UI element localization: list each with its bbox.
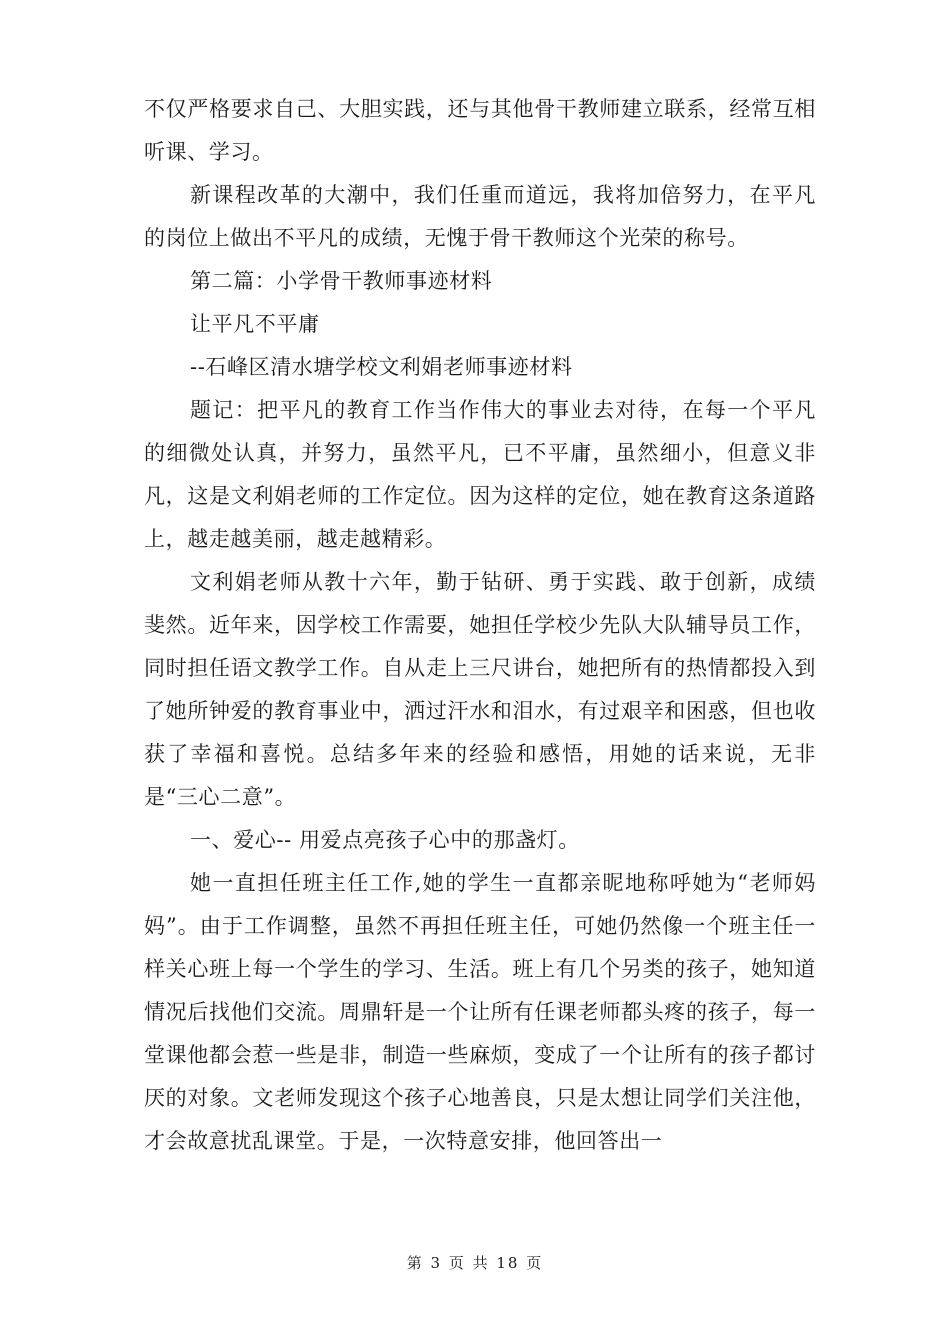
section-heading: 第二篇：小学骨干教师事迹材料 — [190, 269, 493, 293]
paragraph: 文利娟老师从教十六年，勤于钻研、勇于实践、敢于创新，成绩斐然。近年来，因学校工作需要，她担任学校少先队大队辅导员工作，同时担任语文教学工作。自从走上三尺讲台，她把所有的热情都投入到了她所钟爱的教育事业中，洒过汗水和泪水，有过艰辛和困惑，但也收获了幸福和喜悦。总结多年来的经验和感悟，用她的话来说，无非是“三心二意”。 — [144, 570, 816, 809]
paragraph: 她一直担任班主任工作,她的学生一直都亲昵地称呼她为“老师妈妈”。由于工作调整，虽然不再担任班主任，可她仍然像一个班主任一样关心班上每一个学生的学习、生活。班上有几个另类的孩子，她知道情况后找他们交流。周鼎轩是一个让所有任课老师都头疼的孩子，每一堂课他都会惹一些是非，制造一些麻烦，变成了一个让所有的孩子都讨厌的对象。文老师发现这个孩子心地善良，只是太想让同学们关注他，才会故意扰乱课堂。于是，一次特意安排，他回答出一 — [144, 871, 816, 1153]
page-number-footer: 第 3 页 共 18 页 — [406, 1254, 544, 1272]
subsection-heading: 一、爱心-- 用爱点亮孩子心中的那盏灯。 — [190, 828, 580, 852]
page-body — [144, 88, 816, 1163]
article-subtitle: --石峰区清水塘学校文利娟老师事迹材料 — [190, 355, 573, 379]
article-title: 让平凡不平庸 — [190, 312, 320, 336]
paragraph-continuation: 不仅严格要求自己、大胆实践，还与其他骨干教师建立联系，经常互相听课、学习。 — [144, 97, 816, 164]
paragraph-epigraph: 题记：把平凡的教育工作当作伟大的事业去对待，在每一个平凡的细微处认真，并努力，虽然平凡，已不平庸，虽然细小，但意义非凡，这是文利娟老师的工作定位。因为这样的定位，她在教育这条道路上，越走越美丽，越走越精彩。 — [144, 398, 816, 551]
paragraph: 新课程改革的大潮中，我们任重而道远，我将加倍努力，在平凡的岗位上做出不平凡的成绩，无愧于骨干教师这个光荣的称号。 — [144, 183, 816, 250]
